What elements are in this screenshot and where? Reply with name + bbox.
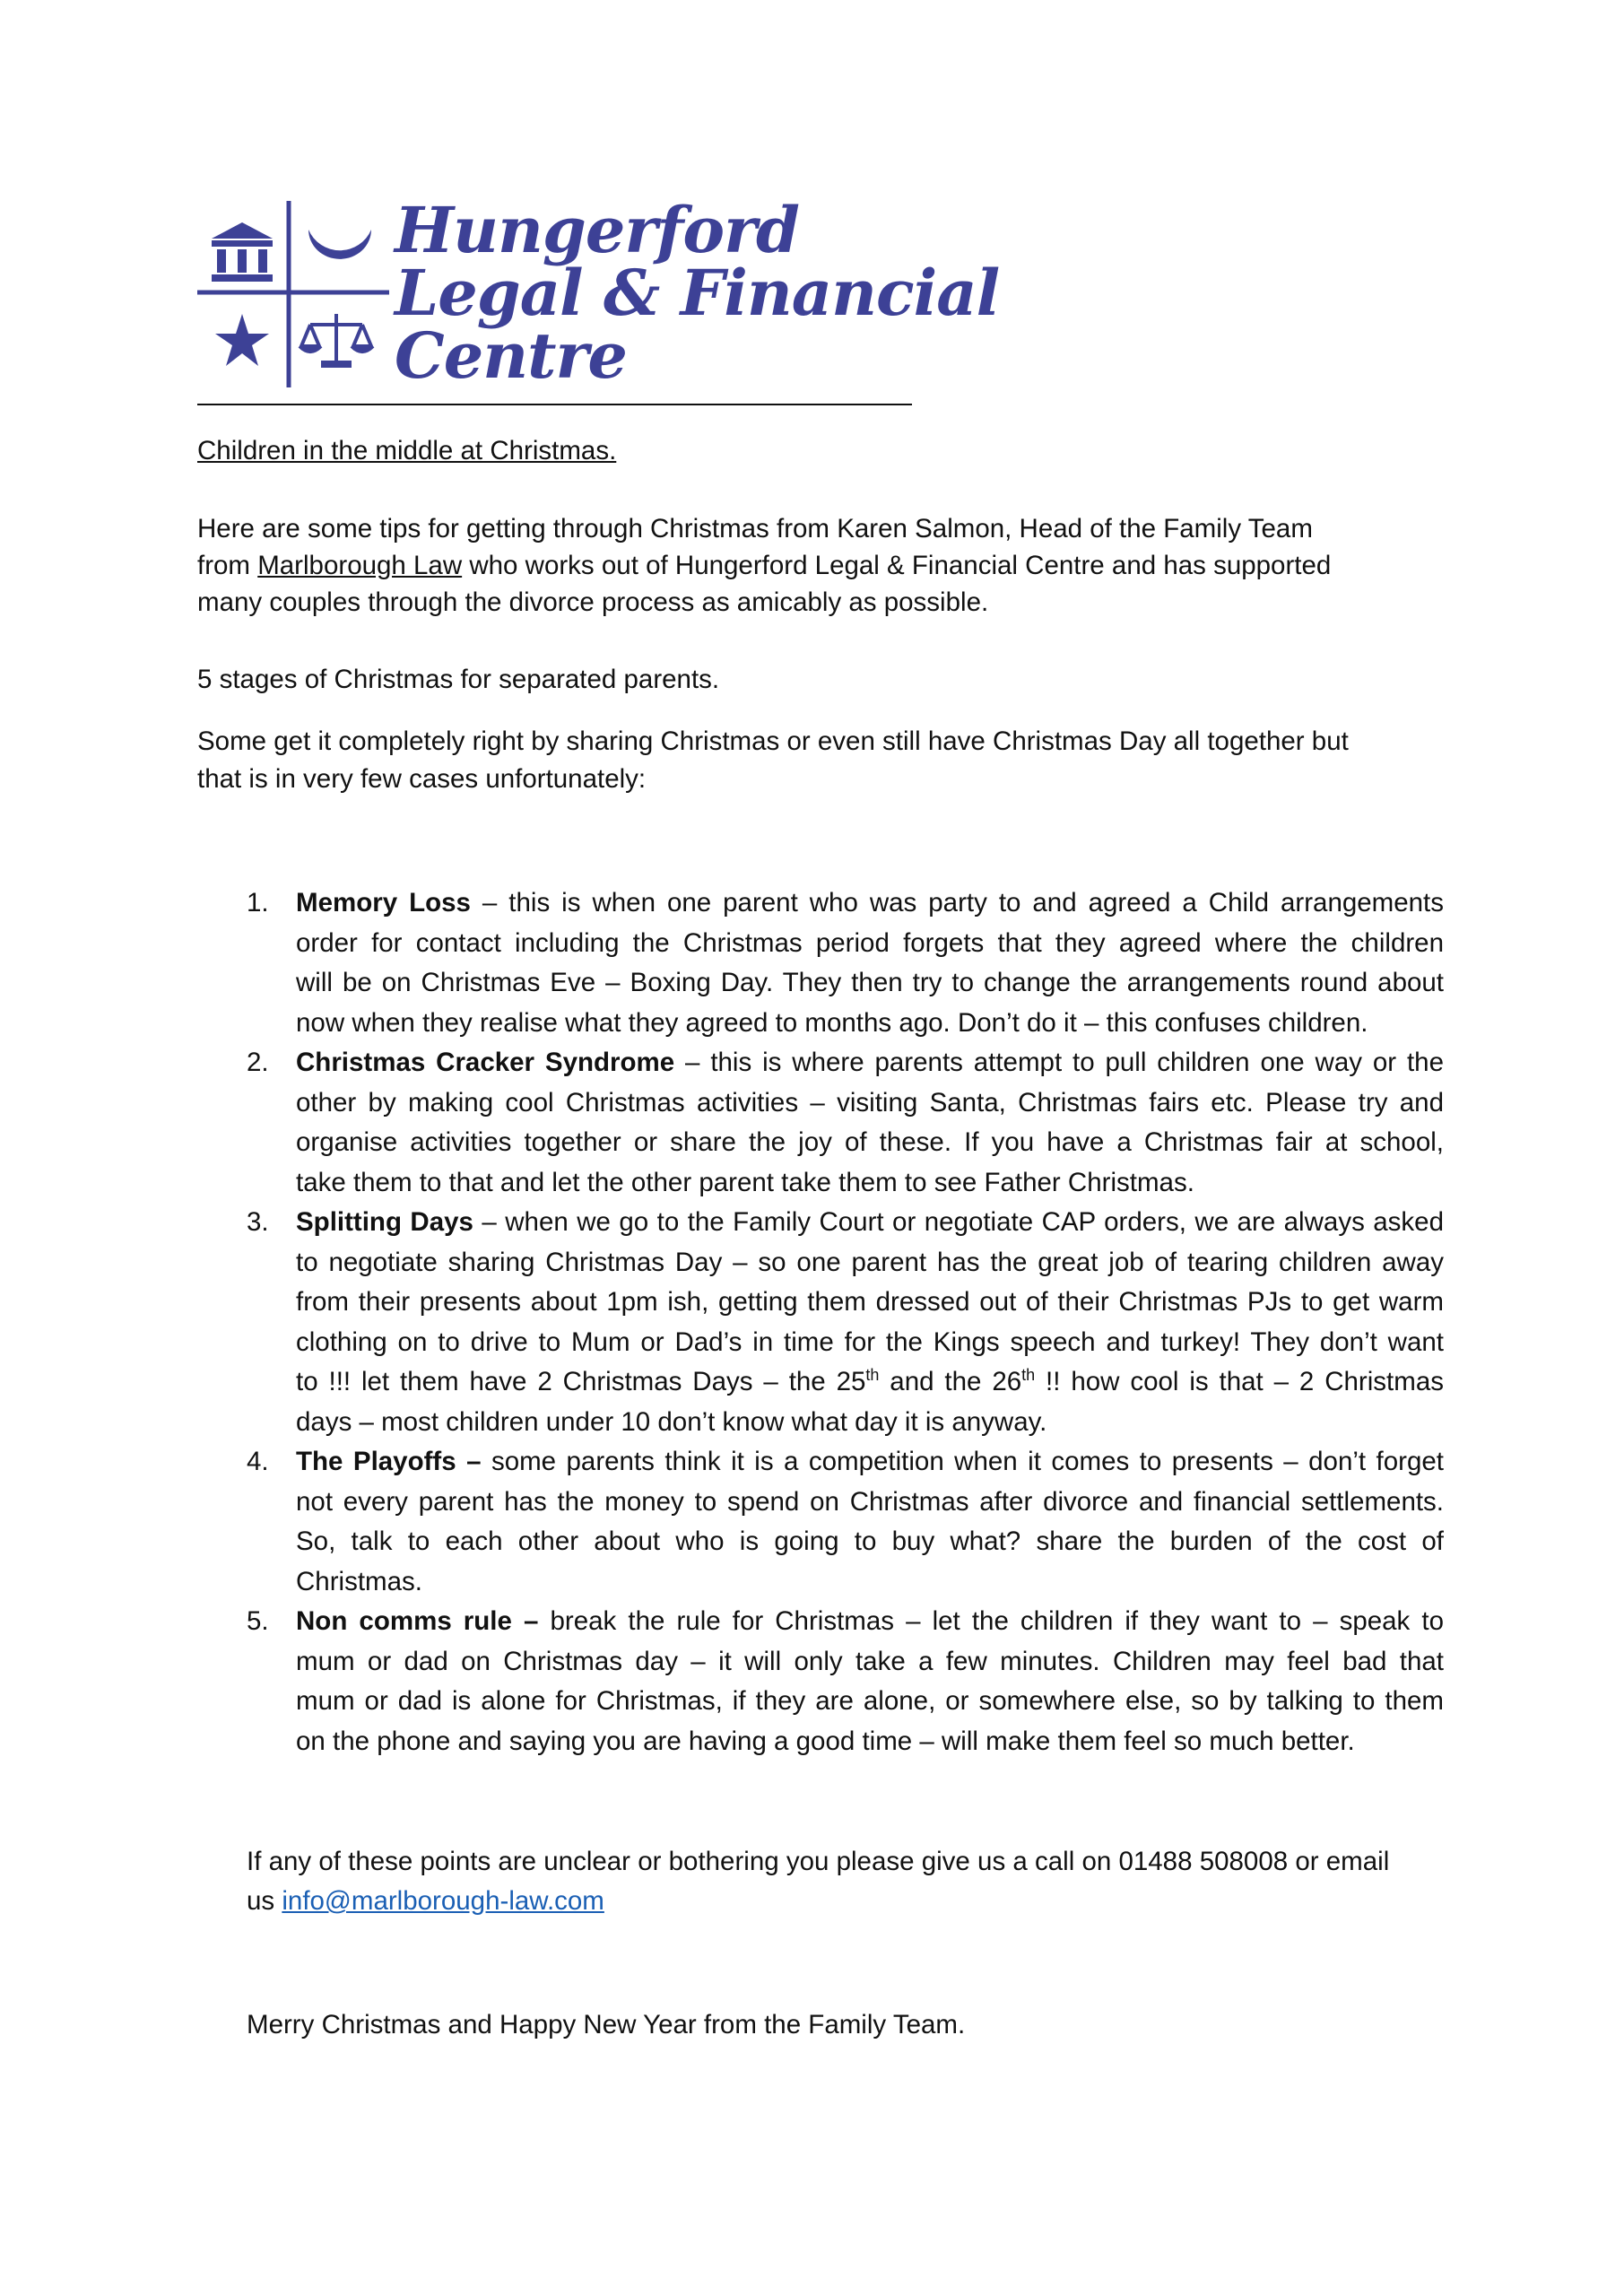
list-item-text: – this is when one parent who was party to and agreed a Child arrangements [470,888,1444,918]
list-item-title: Christmas Cracker Syndrome [296,1048,675,1077]
list-item [197,1043,1444,1203]
list-item-line: not every parent has the money to spend on Christmas after divorce and financial settlements. [296,1486,1444,1517]
list-item-line: Christmas. [296,1566,422,1596]
list-item-line: mum or dad is alone for Christmas, if they are alone, or somewhere else, so by talking to them [296,1686,1444,1716]
contact-line-1: If any of these points are unclear or bothering you please give us a call on 01488 508008 or email [247,1847,1390,1876]
list-item-text: – when we go to the Family Court or negotiate CAP orders, we are always asked [473,1207,1444,1237]
email-link[interactable]: info@marlborough-law.com [282,1886,604,1916]
list-item-title: Non comms rule – [296,1606,539,1636]
list-item-text: break the rule for Christmas – let the children if they want to – speak to [538,1606,1444,1636]
scales-icon [300,314,373,368]
list-item-number: 5. [247,1606,269,1636]
list-item-number: 3. [247,1207,269,1237]
intro-line-1: Here are some tips for getting through Christmas from Karen Salmon, Head of the Family Team [197,514,1313,544]
list-item-title: The Playoffs – [296,1447,482,1476]
list-item-line: other by making cool Christmas activities – visiting Santa, Christmas fairs etc. Please try and [296,1087,1444,1118]
logo-wordmark [395,193,1000,393]
logo-line-3: Centre [395,318,627,393]
superscript: th [865,1366,880,1385]
list-item-text: to !!! let them have 2 Christmas Days – the 25 [296,1367,866,1396]
list-item-line: now when they realise what they agreed to months ago. Don’t do it – this confuses children. [296,1007,1368,1038]
list-item-number: 2. [247,1048,269,1077]
list-item-text: !! how cool is that – 2 Christmas [1035,1367,1444,1396]
intro-line-2-start: from [197,551,258,580]
list-item-title: Splitting Days [296,1207,473,1237]
list-item-line: mum or dad on Christmas day – it will only take a few minutes. Children may feel bad that [296,1646,1444,1676]
list-item-text: some parents think it is a competition when it comes to presents – don’t forget [481,1447,1444,1476]
header-divider [197,404,912,405]
logo-emblem [195,199,393,389]
company-logo [195,193,1000,393]
list-item-line [296,883,1444,924]
marlborough-law-link[interactable]: Marlborough Law [257,551,463,580]
list-item-number: 1. [247,888,269,918]
list-item-line: days – most children under 10 don’t know what day it is anyway. [296,1406,1047,1437]
contact-line-2-start: us [247,1886,282,1916]
stages-list [197,883,1444,1761]
list-item-line: order for contact including the Christmas period forgets that they agreed where the children [296,927,1444,958]
list-item-line: will be on Christmas Eve – Boxing Day. They then try to change the arrangements round about [296,968,1444,997]
superscript: th [1021,1366,1036,1385]
closing-line: Merry Christmas and Happy New Year from the Family Team. [247,2010,966,2039]
star-icon [215,314,269,366]
list-item [197,1442,1444,1602]
list-item-line: clothing on to drive to Mum or Dad’s in time for the Kings speech and turkey! They don’t want [296,1326,1444,1357]
some-get-line-1: Some get it completely right by sharing Christmas or even still have Christmas Day all together but [197,726,1349,756]
list-item-line: take them to that and let the other parent take them to see Father Christmas. [296,1167,1194,1197]
list-item-line [296,1203,1444,1243]
crescent-moon-icon [308,230,371,259]
list-item-line: on the phone and saying you are having a good time – will make them feel so much better. [296,1726,1355,1756]
logo-line-2: Legal & Financial [395,256,1000,330]
list-item-line: organise activities together or share the joy of these. If you have a Christmas fair at school, [296,1127,1444,1157]
list-item-line: So, talk to each other about who is going to buy what? share the burden of the cost of [296,1526,1444,1556]
document-heading: Children in the middle at Christmas. [197,436,617,465]
intro-line-2-end: who works out of Hungerford Legal & Financial Centre and has supported [462,551,1332,580]
list-item-line [296,1043,1444,1083]
list-item-line [296,1602,1444,1642]
list-item [197,883,1444,1043]
list-item-text: and the 26 [879,1367,1022,1396]
some-get-line-2: that is in very few cases unfortunately: [197,764,647,794]
list-item-line: from their presents about 1pm ish, getting them dressed out of their Christmas PJs to get warm [296,1287,1444,1317]
logo-line-1: Hungerford [395,193,799,267]
list-item-number: 4. [247,1447,269,1476]
list-item [197,1602,1444,1761]
contact-line-2 [247,1883,604,1919]
list-item-text: – this is where parents attempt to pull children one way or the [674,1048,1444,1077]
list-item-line [296,1362,1444,1403]
stages-title: 5 stages of Christmas for separated parents. [197,665,720,694]
pillars-icon [212,222,273,282]
intro-line-3: many couples through the divorce process as amicably as possible. [197,587,989,617]
list-item [197,1203,1444,1442]
list-item-line [296,1442,1444,1483]
list-item-title: Memory Loss [296,888,471,918]
intro-line-2 [197,547,1331,584]
list-item-line: to negotiate sharing Christmas Day – so one parent has the great job of tearing children away [296,1247,1444,1277]
